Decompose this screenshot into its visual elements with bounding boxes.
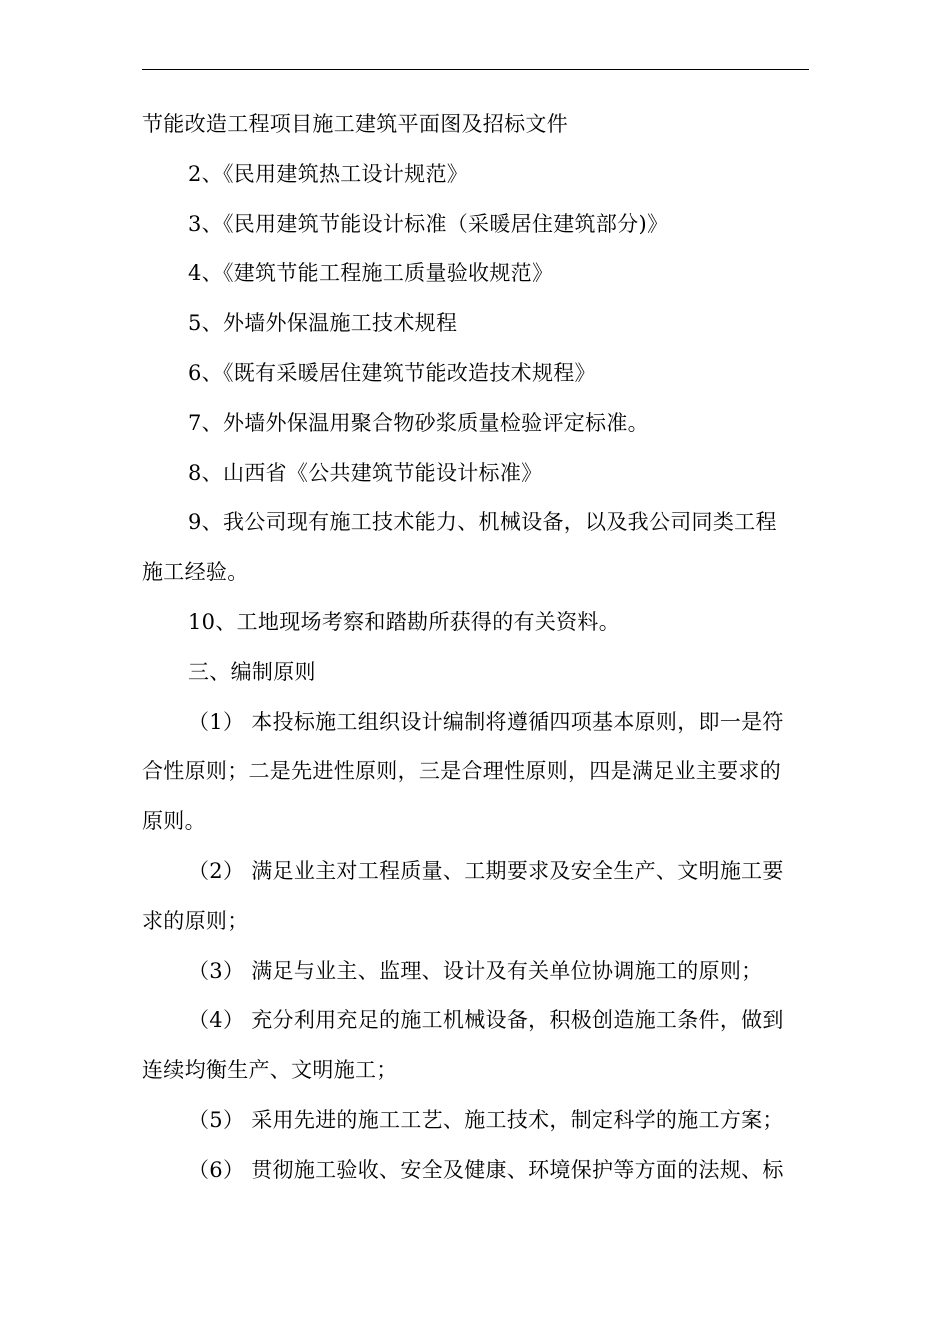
reference-item-9-cont: 施工经验。 (142, 560, 249, 585)
reference-item-8: 8、山西省《公共建筑节能设计标准》 (188, 460, 543, 485)
principle-5: （5） 采用先进的施工工艺、施工技术，制定科学的施工方案； (188, 1107, 784, 1132)
reference-item-5: 5、外墙外保温施工技术规程 (188, 311, 458, 336)
reference-item-7: 7、外墙外保温用聚合物砂浆质量检验评定标准。 (188, 410, 649, 435)
principle-2-cont: 求的原则； (142, 908, 249, 933)
principle-4-cont: 连续均衡生产、文明施工； (142, 1058, 398, 1083)
section-heading: 三、编制原则 (188, 659, 316, 684)
principle-1-cont: 原则。 (142, 809, 206, 834)
principle-3: （3） 满足与业主、监理、设计及有关单位协调施工的原则； (188, 958, 763, 983)
principle-6: （6） 贯彻施工验收、安全及健康、环境保护等方面的法规、标 (188, 1157, 784, 1182)
reference-item-3: 3、《民用建筑节能设计标准（采暖居住建筑部分)》 (188, 211, 669, 236)
principle-2: （2） 满足业主对工程质量、工期要求及安全生产、文明施工要 (188, 858, 784, 883)
reference-item-4: 4、《建筑节能工程施工质量验收规范》 (188, 261, 554, 286)
principle-1-cont: 合性原则；二是先进性原则，三是合理性原则，四是满足业主要求的 (142, 759, 781, 784)
principle-4: （4） 充分利用充足的施工机械设备，积极创造施工条件，做到 (188, 1008, 784, 1033)
principle-1: （1） 本投标施工组织设计编制将遵循四项基本原则，即一是符 (188, 709, 784, 734)
text-line: 节能改造工程项目施工建筑平面图及招标文件 (142, 112, 568, 136)
document-body (142, 100, 814, 1196)
reference-item-6: 6、《既有采暖居住建筑节能改造技术规程》 (188, 360, 596, 385)
header-rule (142, 69, 809, 70)
reference-item-10: 10、工地现场考察和踏勘所获得的有关资料。 (188, 609, 621, 634)
reference-item-9: 9、我公司现有施工技术能力、机械设备，以及我公司同类工程 (188, 510, 777, 535)
reference-item-2: 2、《民用建筑热工设计规范》 (188, 161, 469, 186)
